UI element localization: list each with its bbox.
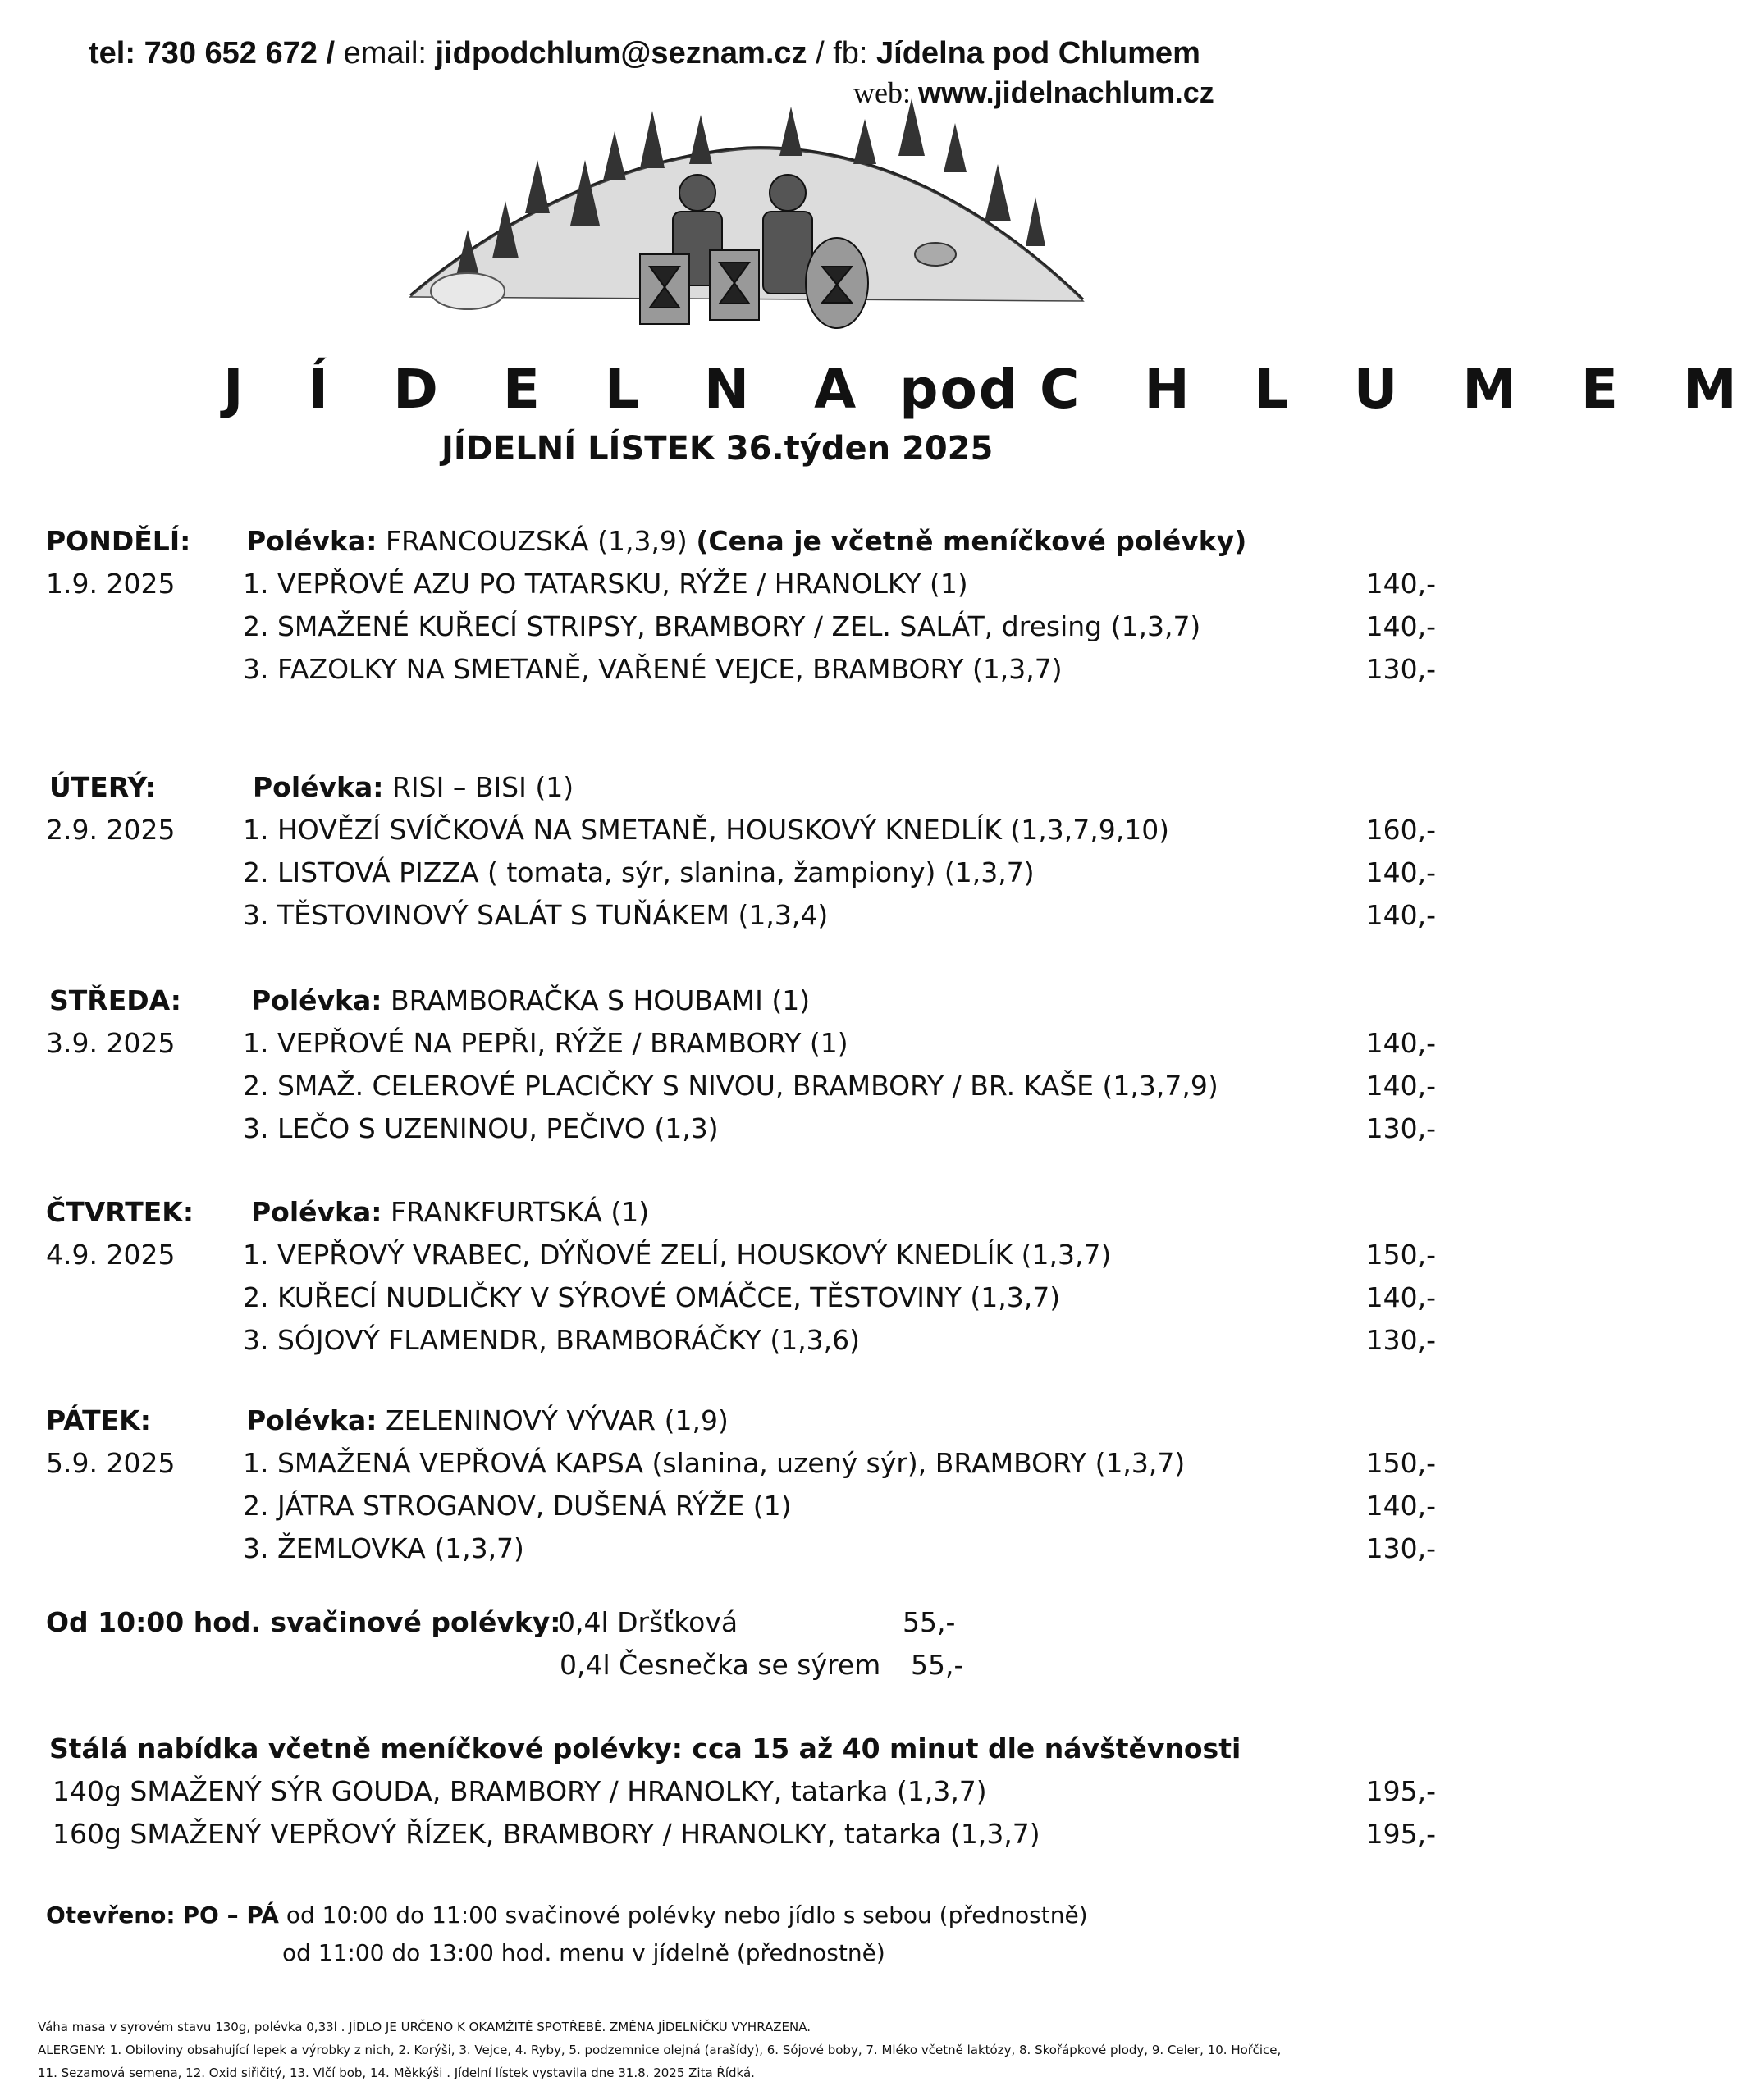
allergen-list-continued: 11. Sezamová semena, 12. Oxid siřičitý, 13. Vlčí bob, 14. Měkkýši . Jídelní lístek vystavila dne 31.8. 2025 Zita Řídká. bbox=[38, 2066, 755, 2080]
menu-item: 2. SMAŽ. CELEROVÉ PLACIČKY S NIVOU, BRAMBORY / BR. KAŠE (1,3,7,9) bbox=[243, 1070, 1218, 1102]
menu-item-price: 150,- bbox=[1365, 1239, 1436, 1271]
soup-label: Polévka: bbox=[253, 771, 384, 803]
menu-item-price: 130,- bbox=[1365, 653, 1436, 685]
soup-line bbox=[246, 525, 1246, 557]
separator: / bbox=[326, 36, 336, 71]
menu-subtitle: JÍDELNÍ LÍSTEK 36.týden 2025 bbox=[441, 430, 994, 468]
tel-number: 730 652 672 bbox=[144, 36, 318, 71]
menu-item: 2. SMAŽENÉ KUŘECÍ STRIPSY, BRAMBORY / ZEL. SALÁT, dresing (1,3,7) bbox=[243, 610, 1201, 642]
soup-label: Polévka: bbox=[246, 1404, 377, 1436]
soup-name: BRAMBORAČKA S HOUBAMI (1) bbox=[390, 984, 811, 1016]
hill-knights-illustration bbox=[394, 90, 1091, 353]
contact-line bbox=[89, 36, 1200, 71]
menu-item: 2. JÁTRA STROGANOV, DUŠENÁ RÝŽE (1) bbox=[243, 1490, 792, 1522]
menu-item-price: 140,- bbox=[1365, 568, 1436, 600]
snack-price: 55,- bbox=[911, 1649, 964, 1681]
menu-item-price: 140,- bbox=[1365, 1281, 1436, 1313]
day-date: 1.9. 2025 bbox=[46, 568, 176, 600]
standing-price: 195,- bbox=[1365, 1775, 1436, 1807]
menu-item: 1. VEPŘOVÝ VRABEC, DÝŇOVÉ ZELÍ, HOUSKOVÝ KNEDLÍK (1,3,7) bbox=[243, 1239, 1112, 1271]
restaurant-title bbox=[223, 358, 1760, 421]
day-date: 2.9. 2025 bbox=[46, 814, 176, 846]
day-name: PONDĚLÍ: bbox=[46, 525, 191, 557]
tel-label: tel: bbox=[89, 36, 135, 71]
soup-label: Polévka: bbox=[251, 1196, 382, 1228]
email-label: email: bbox=[343, 36, 427, 71]
menu-item: 2. LISTOVÁ PIZZA ( tomata, sýr, slanina, žampiony) (1,3,7) bbox=[243, 856, 1035, 888]
menu-item: 2. KUŘECÍ NUDLIČKY V SÝROVÉ OMÁČCE, TĚSTOVINY (1,3,7) bbox=[243, 1281, 1061, 1313]
snack-soups-label: Od 10:00 hod. svačinové polévky: bbox=[46, 1606, 561, 1638]
day-name: STŘEDA: bbox=[49, 984, 181, 1016]
soup-line bbox=[253, 771, 574, 803]
menu-item-price: 140,- bbox=[1365, 899, 1436, 931]
day-date: 5.9. 2025 bbox=[46, 1447, 176, 1479]
title-part-chlumem: C H L U M E M bbox=[1040, 358, 1760, 421]
fb-label: fb: bbox=[833, 36, 868, 71]
menu-item: 1. SMAŽENÁ VEPŘOVÁ KAPSA (slanina, uzený sýr), BRAMBORY (1,3,7) bbox=[243, 1447, 1186, 1479]
snack-item: 0,4l Česnečka se sýrem bbox=[560, 1649, 881, 1681]
menu-item-price: 130,- bbox=[1365, 1324, 1436, 1356]
soup-name: FRANCOUZSKÁ (1,3,9) bbox=[385, 525, 688, 557]
day-name: ČTVRTEK: bbox=[46, 1196, 194, 1228]
title-part-jidelna: J Í D E L N A bbox=[223, 358, 880, 421]
menu-item-price: 130,- bbox=[1365, 1112, 1436, 1144]
menu-item: 1. VEPŘOVÉ AZU PO TATARSKU, RÝŽE / HRANOLKY (1) bbox=[243, 568, 968, 600]
snack-price: 55,- bbox=[903, 1606, 956, 1638]
fb-page[interactable]: Jídelna pod Chlumem bbox=[876, 36, 1200, 71]
web-address[interactable]: www.jidelnachlum.cz bbox=[917, 75, 1214, 109]
menu-item-price: 140,- bbox=[1365, 1070, 1436, 1102]
day-date: 3.9. 2025 bbox=[46, 1027, 176, 1059]
web-label: web: bbox=[853, 76, 911, 109]
menu-item: 1. VEPŘOVÉ NA PEPŘI, RÝŽE / BRAMBORY (1) bbox=[243, 1027, 848, 1059]
day-date: 4.9. 2025 bbox=[46, 1239, 176, 1271]
snack-item: 0,4l Dršťková bbox=[558, 1606, 738, 1638]
menu-item-price: 140,- bbox=[1365, 1490, 1436, 1522]
email-address[interactable]: jidpodchlum@seznam.cz bbox=[435, 36, 807, 71]
soup-line bbox=[251, 1196, 649, 1228]
menu-item-price: 130,- bbox=[1365, 1532, 1436, 1564]
menu-item-price: 140,- bbox=[1365, 856, 1436, 888]
soup-label: Polévka: bbox=[251, 984, 382, 1016]
menu-item: 3. ŽEMLOVKA (1,3,7) bbox=[243, 1532, 524, 1564]
soup-name: ZELENINOVÝ VÝVAR (1,9) bbox=[385, 1404, 729, 1436]
day-name: PÁTEK: bbox=[46, 1404, 151, 1436]
menu-item: 3. FAZOLKY NA SMETANĚ, VAŘENÉ VEJCE, BRAMBORY (1,3,7) bbox=[243, 653, 1063, 685]
menu-item: 3. TĚSTOVINOVÝ SALÁT S TUŇÁKEM (1,3,4) bbox=[243, 899, 829, 931]
soup-name: RISI – BISI (1) bbox=[391, 771, 574, 803]
standing-item: 140g SMAŽENÝ SÝR GOUDA, BRAMBORY / HRANOLKY, tatarka (1,3,7) bbox=[53, 1775, 987, 1807]
standing-price: 195,- bbox=[1365, 1818, 1436, 1850]
footer-note: Váha masa v syrovém stavu 130g, polévka 0,33l . JÍDLO JE URČENO K OKAMŽITÉ SPOTŘEBĚ. ZMĚNA JÍDELNÍČKU VYHRAZENA. bbox=[38, 2020, 811, 2034]
menu-item-price: 140,- bbox=[1365, 1027, 1436, 1059]
soup-name: FRANKFURTSKÁ (1) bbox=[390, 1196, 650, 1228]
menu-item-price: 150,- bbox=[1365, 1447, 1436, 1479]
separator: / bbox=[816, 36, 825, 71]
menu-item: 1. HOVĚZÍ SVÍČKOVÁ NA SMETANĚ, HOUSKOVÝ KNEDLÍK (1,3,7,9,10) bbox=[243, 814, 1170, 846]
title-part-pod: pod bbox=[899, 358, 1020, 421]
allergen-list: ALERGENY: 1. Obiloviny obsahující lepek a výrobky z nich, 2. Korýši, 3. Vejce, 4. Ryby, 5. podzemnice olejná (arašídy), 6. Sójové boby, 7. Mléko včetně laktózy, 8. Skořápkové plody, 9. Celer, 10. Hořčice, bbox=[38, 2043, 1282, 2057]
standing-offer-label: Stálá nabídka včetně meníčkové polévky: cca 15 až 40 minut dle návštěvnosti bbox=[49, 1732, 1241, 1764]
opening-hours-line1: Otevřeno: PO – PÁ od 10:00 do 11:00 svačinové polévky nebo jídlo s sebou (přednostně) bbox=[46, 1901, 1088, 1929]
soup-label: Polévka: bbox=[246, 525, 377, 557]
soup-line bbox=[251, 984, 810, 1016]
opening-hours-line2: od 11:00 do 13:00 hod. menu v jídelně (přednostně) bbox=[282, 1939, 885, 1966]
menu-item: 3. SÓJOVÝ FLAMENDR, BRAMBORÁČKY (1,3,6) bbox=[243, 1324, 861, 1356]
menu-item-price: 140,- bbox=[1365, 610, 1436, 642]
day-name: ÚTERÝ: bbox=[49, 771, 156, 803]
menu-item-price: 160,- bbox=[1365, 814, 1436, 846]
menu-item: 3. LEČO S UZENINOU, PEČIVO (1,3) bbox=[243, 1112, 719, 1144]
soup-line bbox=[246, 1404, 729, 1436]
standing-item: 160g SMAŽENÝ VEPŘOVÝ ŘÍZEK, BRAMBORY / HRANOLKY, tatarka (1,3,7) bbox=[53, 1818, 1040, 1850]
soup-note: (Cena je včetně meníčkové polévky) bbox=[696, 525, 1247, 557]
